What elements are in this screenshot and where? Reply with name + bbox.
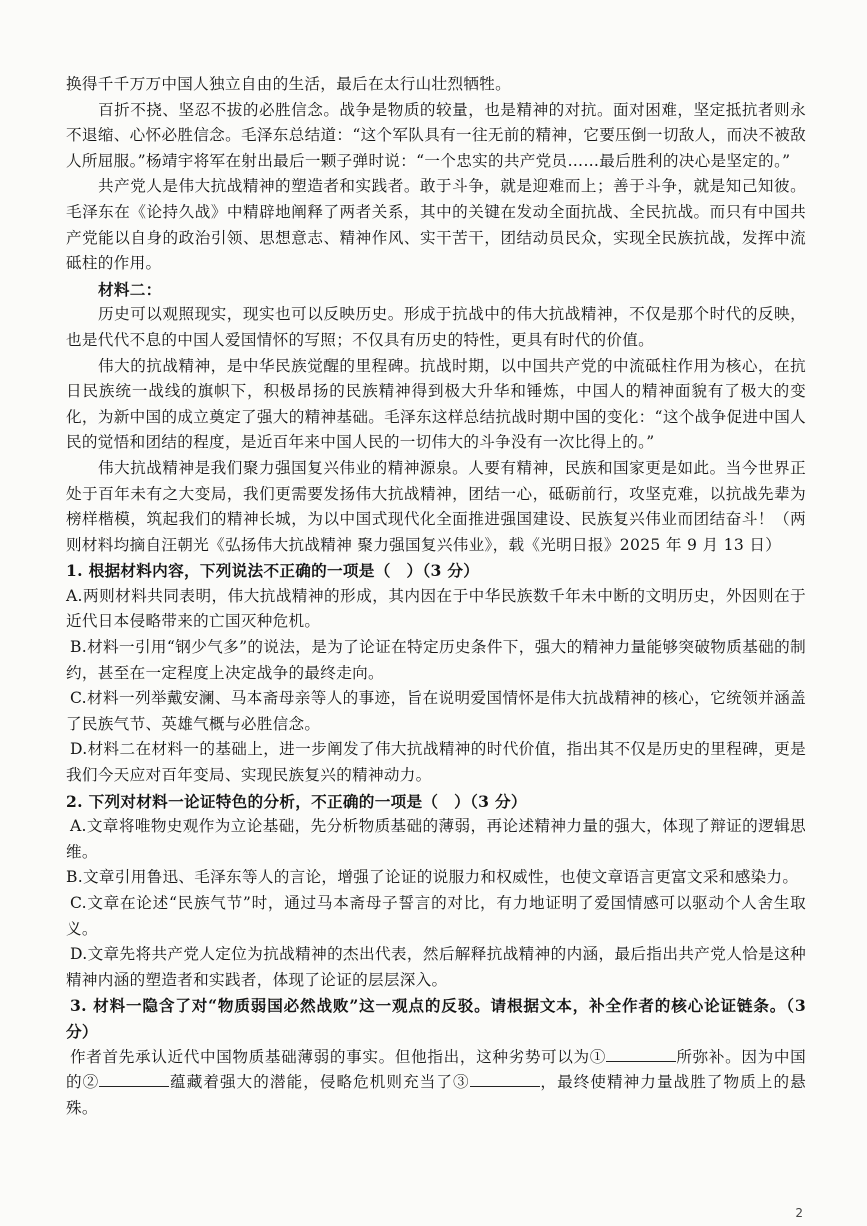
paragraph-milestone: 伟大的抗战精神，是中华民族觉醒的里程碑。抗战时期，以中国共产党的中流砥柱作用为核心，在抗日民族统一战线的旗帜下，积极昂扬的民族精神得到极大升华和锤炼，中国人的精神面貌有了极大的变化，为新中国的成立奠定了强大的精神基础。毛泽东这样总结抗战时期中国的变化：“这个战争促进中国人民的觉悟和团结的程度，是近百年来中国人民的一切伟大的斗争没有一次比得上的。” [66, 356, 806, 452]
question-1-option-d: D.材料二在材料一的基础上，进一步阐发了伟大抗战精神的时代价值，指出其不仅是历史的里程碑，更是我们今天应对百年变局、实现民族复兴的精神动力。 [66, 740, 806, 785]
paragraph-continued: 换得千千万万中国人独立自由的生活，最后在太行山壮烈牺牲。 [66, 75, 512, 93]
blank-2[interactable] [99, 1072, 169, 1087]
paragraph-source: 伟大抗战精神是我们聚力强国复兴伟业的精神源泉。人要有精神，民族和国家更是如此。当今世界正处于百年未有之大变局，我们更需要发扬伟大抗战精神，团结一心，砥砺前行，攻坚克难，以抗战先辈为榜样楷模，筑起我们的精神长城，为以中国式现代化全面推进强国建设、民族复兴伟业而团结奋斗！（两则材料均摘自汪朝光《弘扬伟大抗战精神 聚力强国复兴伟业》，载《光明日报》2025 年 9 月 13 日） [66, 458, 806, 554]
blank-1[interactable] [606, 1047, 676, 1062]
document-page [66, 72, 806, 1121]
question-1-option-b: B.材料一引用“钢少气多”的说法，是为了论证在特定历史条件下，强大的精神力量能够突破物质基础的制约，甚至在一定程度上决定战争的最终走向。 [66, 638, 806, 682]
question-2-option-d: D.文章先将共产党人定位为抗战精神的杰出代表，然后解释抗战精神的内涵，最后指出共产党人恰是这种精神内涵的塑造者和实践者，体现了论证的层层深入。 [66, 945, 806, 989]
question-2-option-b: B.文章引用鲁迅、毛泽东等人的言论，增强了论证的说服力和权威性，也使文章语言更富文采和感染力。 [66, 868, 799, 887]
question-3-text-3: 蕴藏着强大的潜能，侵略危机则充当了③ [169, 1073, 470, 1092]
question-2-option-a: A.文章将唯物史观作为立论基础，先分析物质基础的薄弱，再论述精神力量的强大，体现了辩证的逻辑思维。 [66, 817, 806, 861]
question-3-text-2: 所弥补。因为中国的② [66, 1047, 806, 1092]
paragraph-history: 历史可以观照现实，现实也可以反映历史。形成于抗战中的伟大抗战精神，不仅是那个时代的反映，也是代代不息的中国人爱国情怀的写照；不仅具有历史的特性，更具有时代的价值。 [66, 305, 806, 349]
question-3-stem: 3. 材料一隐含了对“物质弱国必然战败”这一观点的反驳。请根据文本，补全作者的核心论证链条。（3 分） [66, 996, 806, 1041]
question-2-option-c: C.文章在论述“民族气节”时，通过马本斋母子誓言的对比，有力地证明了爱国情感可以驱动个人舍生取义。 [66, 894, 806, 938]
paragraph-communists: 共产党人是伟大抗战精神的塑造者和实践者。敢于斗争，就是迎难而上；善于斗争，就是知己知彼。毛泽东在《论持久战》中精辟地阐释了两者关系，其中的关键在发动全面抗战、全民抗战。而只有中国共产党能以自身的政治引领、思想意志、精神作风、实干苦干，团结动员民众，实现全民族抗战，发挥中流砥柱的作用。 [66, 177, 806, 273]
paragraph-confidence: 百折不挠、坚忍不拔的必胜信念。战争是物质的较量，也是精神的对抗。面对困难，坚定抵抗者则永不退缩、心怀必胜信念。毛泽东总结道：“这个军队具有一往无前的精神，它要压倒一切敌人，而决不被敌人所屈服。”杨靖宇将军在射出最后一颗子弹时说：“一个忠实的共产党员……最后胜利的决心是坚定的。” [66, 100, 806, 170]
question-1-option-c: C.材料一列举戴安澜、马本斋母亲等人的事迹，旨在说明爱国情怀是伟大抗战精神的核心，它统领并涵盖了民族气节、英雄气概与必胜信念。 [66, 689, 806, 733]
question-1-option-a: A.两则材料共同表明，伟大抗战精神的形成，其内因在于中华民族数千年未中断的文明历史，外因则在于近代日本侵略带来的亡国灭种危机。 [66, 586, 806, 631]
material-two-heading: 材料二： [98, 279, 162, 299]
page-number: 2 [795, 1206, 803, 1220]
question-3-body [66, 1045, 806, 1122]
question-2-stem: 2. 下列对材料一论证特色的分析，不正确的一项是（ ）（3 分） [66, 791, 527, 811]
question-1-stem: 1. 根据材料内容，下列说法不正确的一项是（ ）（3 分） [66, 561, 480, 581]
blank-3[interactable] [470, 1072, 540, 1087]
question-3-text-1: 作者首先承认近代中国物质基础薄弱的事实。但他指出，这种劣势可以为① [70, 1047, 607, 1066]
question-3-text-4: ，最终使精神力量战胜了物质上的悬殊。 [66, 1073, 806, 1117]
